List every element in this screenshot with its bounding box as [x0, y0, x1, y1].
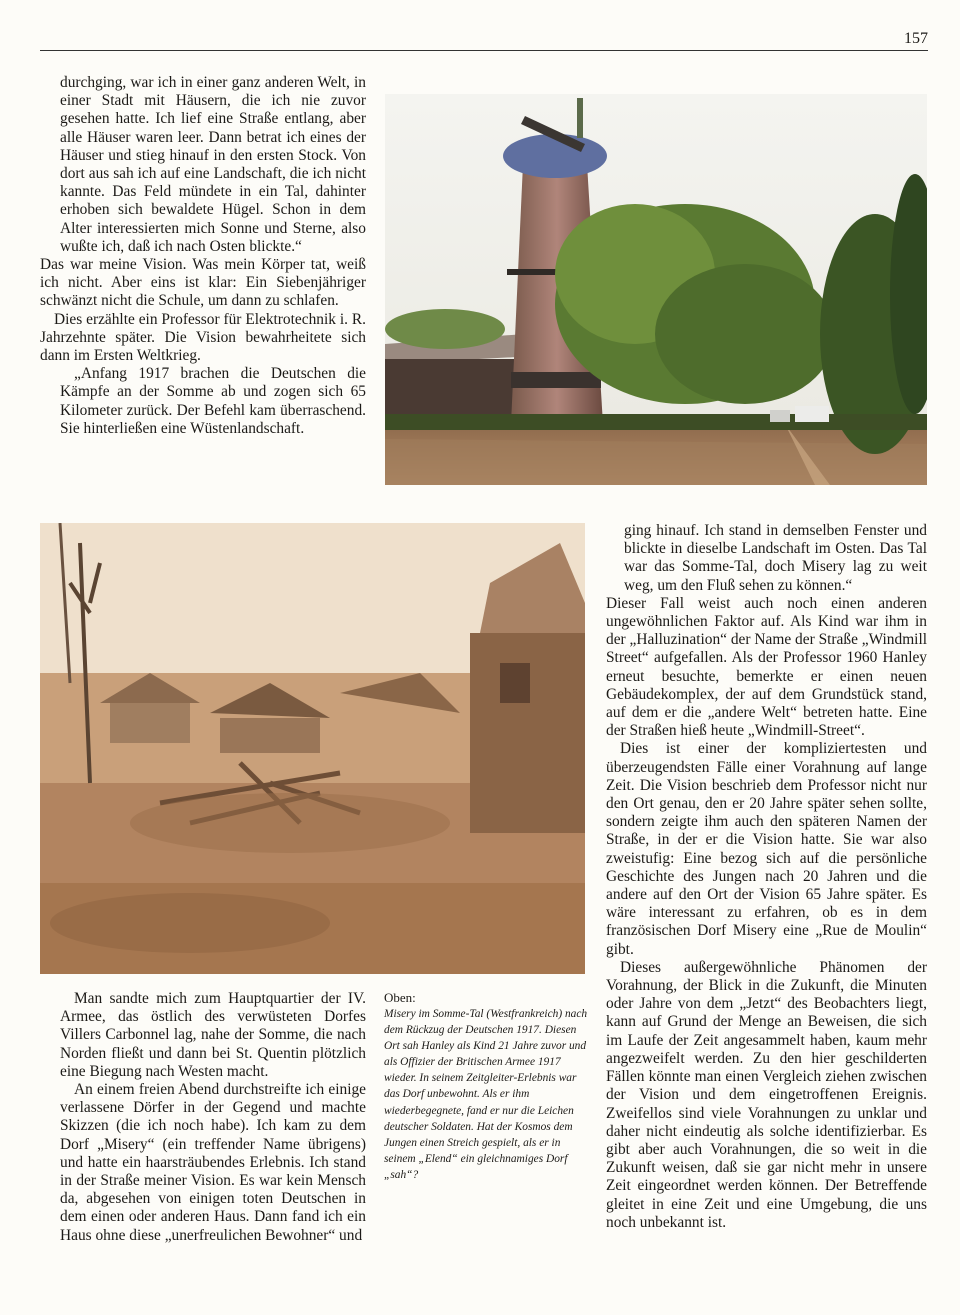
text-column-left-top — [40, 74, 366, 438]
caption-heading: Oben: — [384, 990, 416, 1005]
paragraph: „Anfang 1917 brachen die Deutschen die Kämpfe an der Somme ab und zogen sich 65 Kilometer zurück. Der Befehl kam überraschend. Sie hinterließen eine Wüstenlandschaft. — [60, 365, 366, 437]
photo-caption — [384, 990, 588, 1183]
paragraph: Dies erzählte ein Professor für Elektrotechnik i. R. Jahrzehnte später. Die Vision bewahrheitete sich dann im Ersten Weltkrieg. — [40, 310, 366, 365]
paragraph: Das war meine Vision. Was mein Körper tat, weiß ich nicht. Aber eins ist klar: Ein Siebenjähriger schwänzt nicht die Schule, um dann zu schlafen. — [40, 256, 366, 310]
paragraph: durchging, war ich in einer ganz anderen Welt, in einer Stadt mit Häusern, die ich nie zuvor gesehen hatte. Ich lief eine Straße entlang, aber alle Häuser waren leer. Dann betrat ich eines der Häuser und stieg hinauf in den ersten Stock. Von dort aus sah ich auf eine Landschaft, die ich nicht kannte. Das Feld mündete in ein Tal, dahinter erhoben sich bewaldete Hügel. Schon in dem Alter interessierten mich Sonne und Sterne, also wußte ich, daß ich nach Osten blickte.“ — [60, 74, 366, 255]
text-column-left-bottom — [60, 990, 366, 1245]
text-column-right — [606, 522, 927, 1232]
caption-text: Misery im Somme-Tal (Westfrankreich) nach dem Rückzug der Deutschen 1917. Diesen Ort sah Hanley als Kind 21 Jahre zuvor und als Offizier der Britischen Armee 1917 wieder. In seinem Zeitgleiter-Erlebnis war das Dorf unbewohnt. Als er ihm wiederbegegnete, fand er nur die Leichen deutscher Soldaten. Hat der Kosmos dem Jungen einen Streich gespielt, als er in seinem „Elend“ ein gleichnamiges Dorf „sah“? — [384, 1008, 588, 1181]
paragraph: ging hinauf. Ich stand in demselben Fenster und blickte in dieselbe Landschaft im Osten. Das Tal war das Somme-Tal, doch Misery lag zu weit weg, um den Fluß sehen zu können.“ — [624, 522, 927, 594]
paragraph: Dies ist einer der kompliziertesten und überzeugendsten Fälle einer Vorahnung auf lange Zeit. Die Vision beschrieb dem Professor nicht nur den Ort genau, den er 20 Jahre später sehen sollte, sondern zeigte ihm auch den späteren Namen der Straße, in der er die Vision hatte. Sie war also zweistufig: Eine bezog sich auf die persönliche Geschichte des Jungen nach 20 Jahren und die andere auf den Ort der Vision 65 Jahre später. Es wäre interessant zu erfahren, ob es in dem französischen Dorf Misery eine „Rue de Moulin“ gibt. — [606, 740, 927, 958]
ruined-village-photo — [40, 523, 585, 974]
paragraph: Man sandte mich zum Hauptquartier der IV. Armee, das östlich des verwüsteten Dorfes Villers Carbonnel lag, nahe der Somme, die nach Norden fließt und dann bei St. Quentin plötzlich eine Biegung nach Westen macht. — [60, 990, 366, 1080]
paragraph: Dieser Fall weist auch noch einen anderen ungewöhnlichen Faktor auf. Als Kind war ihm in der „Halluzination“ der Name der Straße „Windmill Street“ aufgefallen. Als der Professor 1960 Hanley erneut besuchte, bemerkte er einen neuen Gebäudekomplex, der auf dem Grundstück stand, auf dem er die „andere Welt“ betreten hatte. Eine der Straßen hieß heute „Windmill-Street“. — [606, 594, 927, 740]
page-number: 157 — [904, 30, 928, 47]
windmill-photo — [385, 94, 927, 485]
header-rule — [40, 50, 928, 51]
paragraph: Dieses außergewöhnliche Phänomen der Vorahnung, der Blick in die Zukunft, die Minuten oder Jahre von dem „Jetzt“ des Beobachters liegt, kann auf Grund der Menge an Beweisen, die sich im Laufe der Zeit angesammelt haben, kaum mehr angezweifelt werden. Zu den hier geschilderten Fällen könnte man einen Vergleich ziehen zwischen der Vision und dem eingetroffenen Ereignis. Zweifellos sind viele Vorahnungen zu unklar und daher nicht eindeutig als solche identifizierbar. Es gibt aber auch Vorahnungen, die so weit in die Zukunft weisen, daß sie gar nicht mehr in unsere Zeit eingeordnet werden können. Der Betreffende gleitet in eine Zeit und eine Umgebung, die uns noch unbekannt ist. — [606, 958, 927, 1231]
paragraph: An einem freien Abend durchstreifte ich einige verlassene Dörfer in der Gegend und machte Skizzen (die ich noch habe). Ich kam zu dem Dorf „Misery“ (ein treffender Name übrigens) und hatte ein haarsträubendes Erlebnis. Ich stand in der Straße meiner Vision. Es war kein Mensch da, abgesehen von einigen toten Deutschen in dem einen oder anderen Haus. Dann fand ich ein Haus ohne diese „unerfreulichen Bewohner“ und — [60, 1081, 366, 1244]
